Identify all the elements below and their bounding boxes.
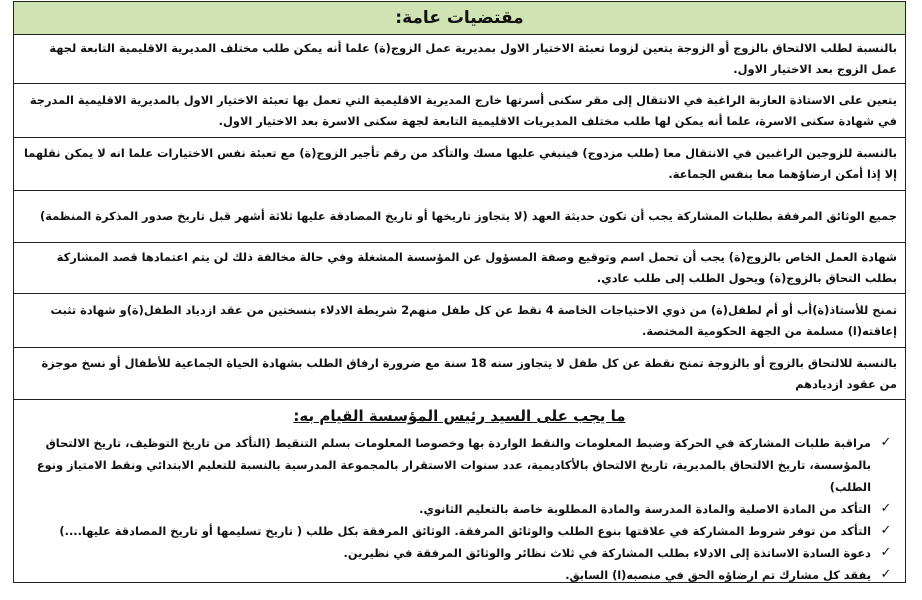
check-icon: ✓	[880, 501, 892, 516]
list-item	[24, 542, 895, 564]
row-text: تمنح للأستاذ(ة)أب أو أم لطفل(ة) من ذوي الاحتياجات الخاصة 4 نقط عن كل طفل منهم2 شريطة الادلاء بنسختين من عقد ازدياد الطفل(ة)و شهادة تثبت إعاقته(ا) مسلمة من الجهة الحكومية المختصة.	[50, 302, 897, 338]
row-text: يتعين على الاستاذة العازبة الراغبة في الانتقال إلى مقر سكنى أسرتها خارج المديرية الاقليمية التي تعمل بها تعبئة الاختيار الاول بالمديرية الاقليمية المدرجة في شهادة سكنى الاسرة، علما أنه يمكن لها طلب مختلف المديريات الاقليمية التابعة لجهة سكنى الاسرة بعد الاختيار الاول.	[29, 92, 897, 128]
row-text: بالنسبة لطلب الالتحاق بالزوج أو الزوجة يتعين لزوما تعبئة الاختيار الاول بمديرية عمل الزوج(ة) علما أنه يمكن طلب مختلف المديرية الاقليمية التابعة لجهة عمل الزوج بعد الاختيار الاول.	[49, 41, 897, 76]
table-row	[14, 84, 905, 138]
table-row	[14, 243, 905, 294]
table-row	[14, 294, 905, 348]
row-text: جميع الوثائق المرفقة بطلبات المشاركة يجب أن تكون حديثة العهد (لا يتجاوز تاريخها أو تاريخ المصادقة عليها ثلاثة أشهر قبل تاريخ صدور المذكرة المنظمة)	[39, 209, 897, 223]
list-item-text: دعوة السادة الاساتذة إلى الادلاء بطلب المشاركة في ثلاث نظائر والوثائق المرفقة في نظيرين.	[343, 546, 871, 560]
check-icon: ✓	[880, 567, 892, 582]
principal-duties-section	[14, 400, 905, 583]
table-row	[14, 35, 905, 84]
check-icon: ✓	[880, 545, 892, 560]
list-item-text: مراقبة طلبات المشاركة في الحركة وضبط المعلومات والنقط الواردة بها وخصوصا المعلومات بسلم التنقيط (التأكد من تاريخ التوظيف، تاريخ الالتحاق بالمؤسسة، تاريخ الالتحاق بالمديرية، تاريخ الالتحاق بالأكاديمية، عدد سنوات الاستقرار بالمجموعة المدرسية بالنسبة للتعليم الابتدائي ونقط الامتياز ونوع الطلب)	[36, 436, 871, 494]
check-icon: ✓	[880, 523, 892, 538]
duties-list	[24, 432, 895, 586]
general-provisions-table	[13, 1, 906, 583]
table-row	[14, 348, 905, 400]
table-title: مقتضيات عامة:	[395, 8, 524, 28]
row-text: شهادة العمل الخاص بالزوج(ة) يجب أن تحمل اسم وتوقيع وصفة المسؤول عن المؤسسة المشغلة وفي حالة مخالفة ذلك لن يتم اعتمادها قصد المشاركة بطلب التحاق بالزوج(ة) ويحول الطلب إلى طلب عادي.	[56, 250, 897, 285]
list-item-text: يفقد كل مشارك تم ارضاؤه الحق في منصبه(ا) السابق.	[565, 568, 871, 582]
table-row	[14, 138, 905, 191]
list-item	[24, 498, 895, 520]
list-item-text: التأكد من توفر شروط المشاركة في علاقتها بنوع الطلب والوثائق المرفقة. الوثائق المرفقة بكل طلب ( تاريخ تسليمها أو تاريخ المصادقة عليها....)	[59, 524, 871, 538]
list-item-text: التأكد من المادة الاصلية والمادة المدرسة والمادة المطلوبة خاصة بالتعليم الثانوي.	[419, 502, 871, 516]
check-icon: ✓	[880, 435, 892, 450]
row-text: بالنسبة للزوجين الراغبين في الانتقال معا (طلب مزدوج) فينبغي عليها مسك والتأكد من رقم تأجير الزوج(ة) مع تعبئة نفس الاختيارات علما انه لا يمكن نقلهما إلا إذا أمكن ارضاؤهما معا بنفس الجماعة.	[23, 146, 897, 181]
list-item	[24, 520, 895, 542]
table-header	[14, 2, 905, 35]
list-item	[24, 432, 895, 498]
list-item	[24, 564, 895, 586]
table-row	[14, 191, 905, 243]
section-heading: ما يجب على السيد رئيس المؤسسة القيام به:	[293, 407, 626, 425]
row-text: بالنسبة للالتحاق بالزوج أو بالزوجة تمنح نقطة عن كل طفل لا يتجاوز سنه 18 سنة مع ضرورة ارفاق الطلب بشهادة الحياة الجماعية للأطفال أو نسخ موجزة من عقود ازديادهم	[41, 355, 897, 391]
